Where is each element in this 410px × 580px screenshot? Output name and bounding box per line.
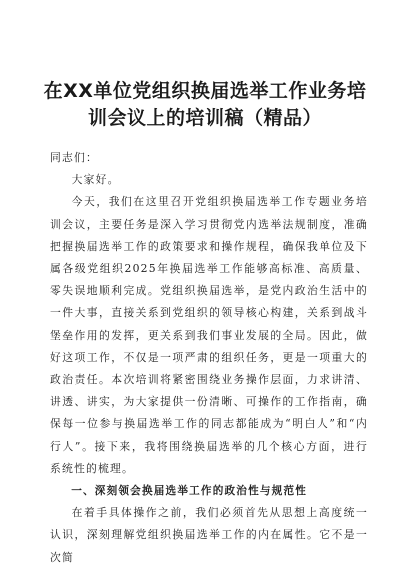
paragraph-section-1: 在着手具体操作之前，我们必须首先从思想上高度统一认识，深刻理解党组织换届选举工作的内在属性。它不是一次简 <box>50 506 368 564</box>
document-body <box>50 147 368 569</box>
greeting: 大家好。 <box>71 173 120 187</box>
section-heading: 一、深刻领会换届选举工作的政治性与规范性 <box>71 485 308 498</box>
salutation: 同志们： <box>50 151 98 164</box>
paragraph-intro: 今天，我们在这里召开党组织换届选举工作专题业务培训会议，主要任务是深入学习贯彻党内选举法规制度，准确把握换届选举工作的政策要求和操作规程，确保我单位及下属各级党组织2025年换届选举工作能够高标准、高质量、零失误地顺利完成。党组织换届选举，是党内政治生活中的一件大事，直接关系到党组织的领导核心构建，关系到战斗堡垒作用的发挥，更关系到我们事业发展的全局。因此，做好这项工作，不仅是一项严肃的组织任务，更是一项重大的政治责任。本次培训将紧密围绕业务操作层面，力求讲清、讲透、讲实，为大家提供一份清晰、可操作的工作指南，确保每一位参与换届选举工作的同志都能成为“明白人”和“内行人”。接下来，我将围绕换届选举的几个核心方面，进行系统性的梳理。 <box>50 195 368 475</box>
document-title: 在XX单位党组织换届选举工作业务培训会议上的培训稿（精品） <box>43 80 367 129</box>
